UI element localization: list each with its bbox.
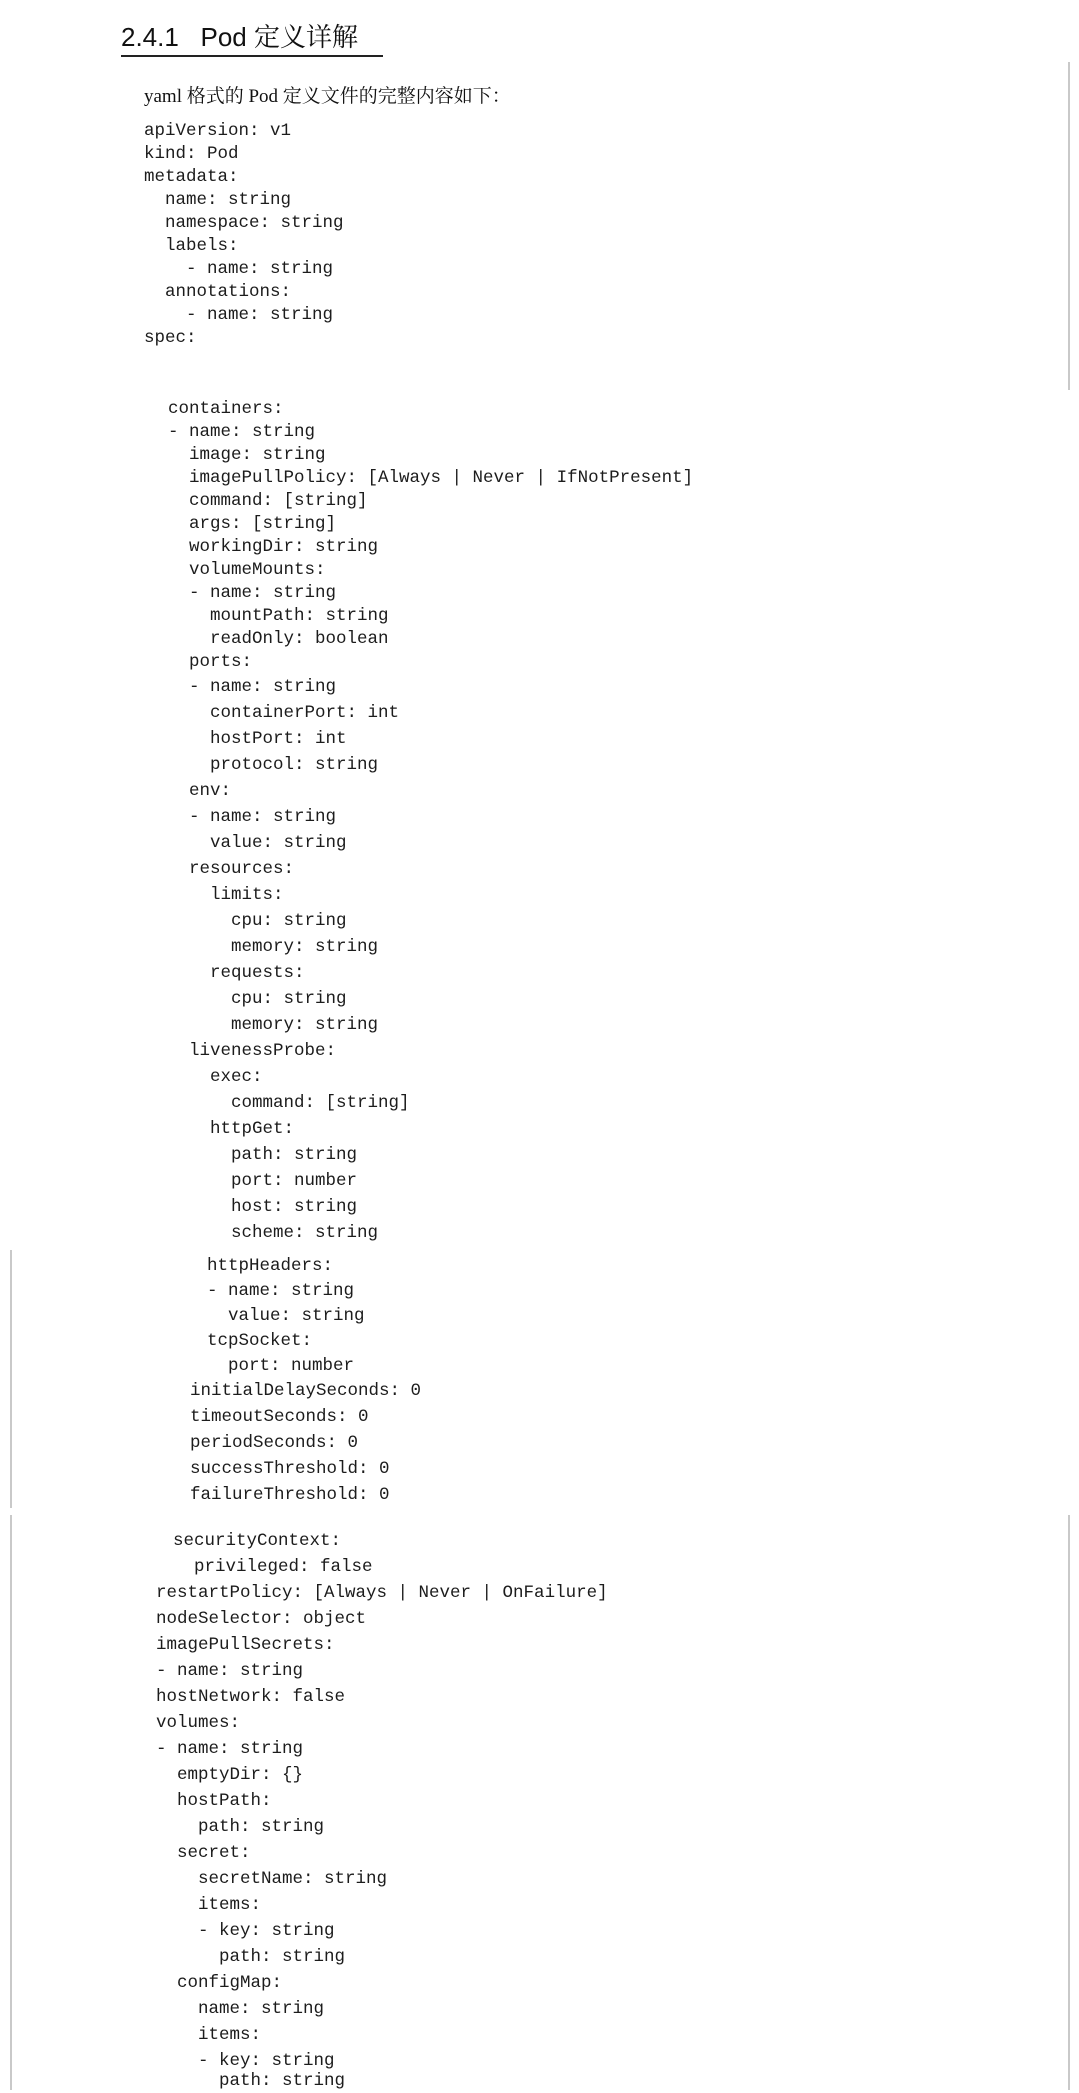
code-line: timeoutSeconds: 0 (190, 1407, 369, 1427)
code-line: secretName: string (156, 1869, 388, 1889)
code-line: containers: (168, 399, 284, 419)
heading-underline (121, 55, 383, 57)
code-line: resources: (168, 859, 295, 879)
code-line: - name: string (144, 305, 334, 325)
code-line: workingDir: string (168, 537, 379, 557)
code-line: failureThreshold: 0 (190, 1485, 390, 1505)
code-line: env: (168, 781, 232, 801)
code-line: secret: (156, 1843, 251, 1863)
code-line: image: string (168, 445, 326, 465)
code-line: memory: string (168, 937, 379, 957)
code-line: memory: string (168, 1015, 379, 1035)
code-line: port: number (168, 1171, 358, 1191)
code-line: - name: string (144, 259, 334, 279)
code-line: port: number (207, 1356, 355, 1376)
code-line: mountPath: string (168, 606, 389, 626)
code-line: volumes: (156, 1713, 241, 1733)
code-line: apiVersion: v1 (144, 121, 292, 141)
code-line: hostPort: int (168, 729, 347, 749)
code-line: labels: (144, 236, 239, 256)
code-line: path: string (156, 1817, 325, 1837)
code-line: command: [string] (168, 1093, 410, 1113)
code-line: value: string (207, 1306, 365, 1326)
code-line: kind: Pod (144, 144, 239, 164)
code-line: - name: string (168, 583, 337, 603)
code-line: nodeSelector: object (156, 1609, 367, 1629)
code-line: spec: (144, 328, 197, 348)
page-edge-left-middle (10, 1250, 12, 1508)
code-line: livenessProbe: (168, 1041, 337, 1061)
code-line: httpGet: (168, 1119, 295, 1139)
code-line: - name: string (168, 807, 337, 827)
code-line: path: string (156, 1947, 346, 1967)
code-line: ports: (168, 652, 253, 672)
code-line: imagePullPolicy: [Always | Never | IfNotPresent] (168, 468, 694, 488)
code-line: path: string (168, 1145, 358, 1165)
code-line: path: string (156, 2071, 346, 2091)
code-line: initialDelaySeconds: 0 (190, 1381, 422, 1401)
code-line: containerPort: int (168, 703, 400, 723)
code-line: securityContext: (173, 1531, 342, 1551)
code-line: cpu: string (168, 911, 347, 931)
code-line: cpu: string (168, 989, 347, 1009)
code-line: metadata: (144, 167, 239, 187)
code-line: - name: string (207, 1281, 355, 1301)
code-line: command: [string] (168, 491, 368, 511)
page-edge-right-bottom (1068, 1515, 1070, 2090)
code-line: hostNetwork: false (156, 1687, 346, 1707)
code-line: annotations: (144, 282, 292, 302)
code-line: httpHeaders: (207, 1256, 334, 1276)
code-line: limits: (168, 885, 284, 905)
section-heading: 2.4.1 Pod 定义详解 (121, 22, 358, 52)
code-line: periodSeconds: 0 (190, 1433, 359, 1453)
code-line: name: string (144, 190, 292, 210)
code-line: configMap: (156, 1973, 283, 1993)
code-line: privileged: false (173, 1557, 373, 1577)
code-line: successThreshold: 0 (190, 1459, 390, 1479)
code-line: - name: string (168, 422, 316, 442)
code-line: tcpSocket: (207, 1331, 313, 1351)
code-line: hostPath: (156, 1791, 272, 1811)
code-line: emptyDir: {} (156, 1765, 304, 1785)
page-edge-left-bottom (10, 1515, 12, 2090)
code-line: - key: string (156, 2051, 335, 2071)
code-line: args: [string] (168, 514, 337, 534)
code-line: protocol: string (168, 755, 379, 775)
code-line: restartPolicy: [Always | Never | OnFailure] (156, 1583, 608, 1603)
code-line: - name: string (168, 677, 337, 697)
code-line: requests: (168, 963, 305, 983)
code-line: host: string (168, 1197, 358, 1217)
code-line: namespace: string (144, 213, 344, 233)
code-line: exec: (168, 1067, 263, 1087)
code-line: readOnly: boolean (168, 629, 389, 649)
intro-text: yaml 格式的 Pod 定义文件的完整内容如下： (144, 86, 511, 107)
code-line: name: string (156, 1999, 325, 2019)
code-line: scheme: string (168, 1223, 379, 1243)
code-line: - name: string (156, 1739, 304, 1759)
code-line: items: (156, 2025, 262, 2045)
code-line: - key: string (156, 1921, 335, 1941)
code-line: value: string (168, 833, 347, 853)
code-line: imagePullSecrets: (156, 1635, 335, 1655)
code-line: - name: string (156, 1661, 304, 1681)
code-line: items: (156, 1895, 262, 1915)
page-edge-right-top (1068, 62, 1070, 390)
code-line: volumeMounts: (168, 560, 326, 580)
